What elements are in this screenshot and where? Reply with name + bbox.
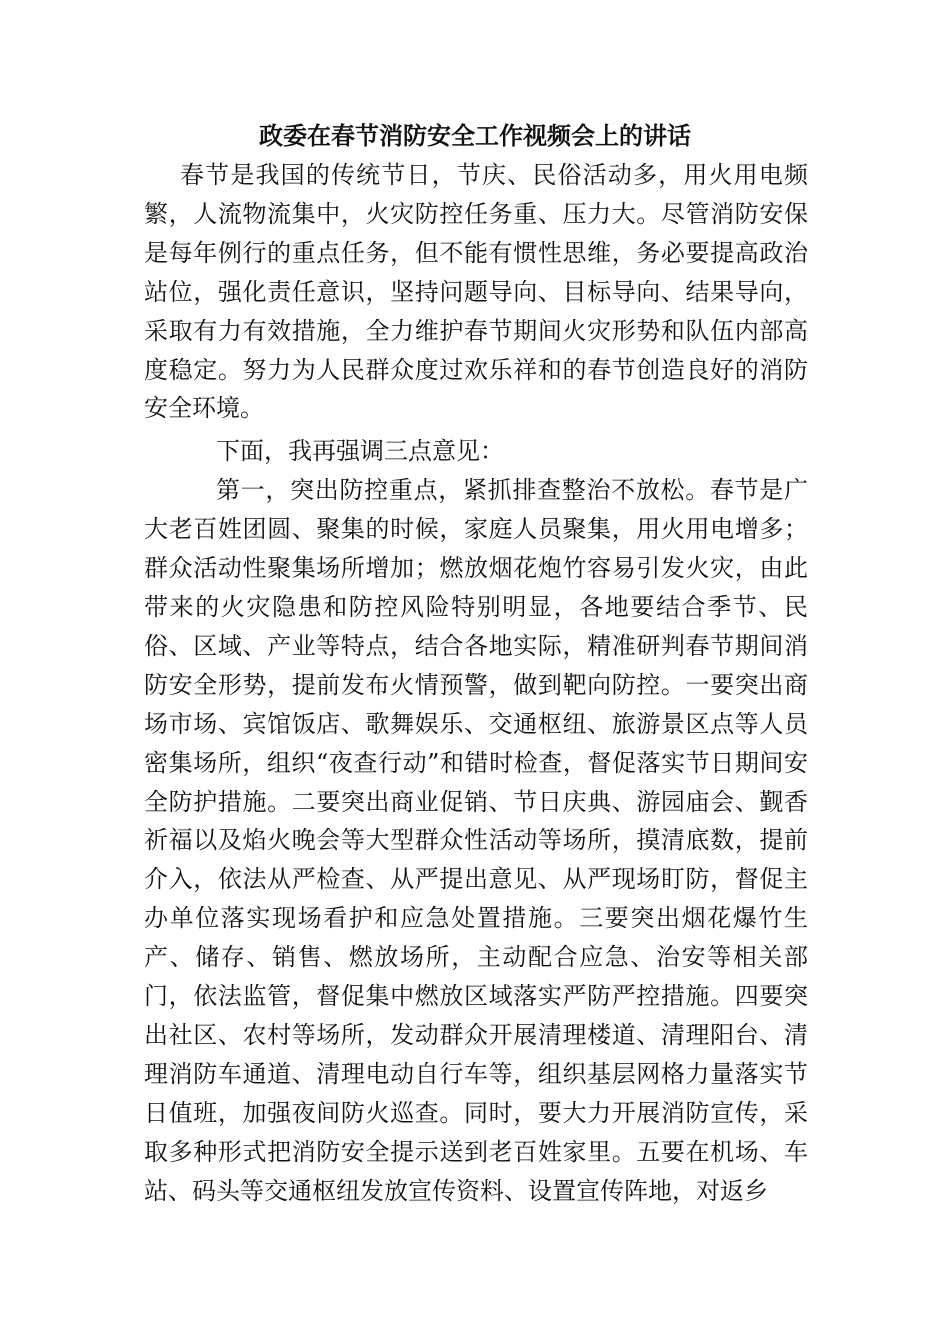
paragraph-intro: 春节是我国的传统节日，节庆、民俗活动多，用火用电频繁，人流物流集中，火灾防控任务重、压力大。尽管消防安保是每年例行的重点任务，但不能有惯性思维，务必要提高政治站位，强化责任意识，坚持问题导向、目标导向、结果导向，采取有力有效措施，全力维护春节期间火灾形势和队伍内部高度稳定。努力为人民群众度过欢乐祥和的春节创造良好的消防安全环境。: [144, 161, 808, 423]
paragraph-transition: 下面，我再强调三点意见：: [216, 437, 504, 466]
document-title: 政委在春节消防安全工作视频会上的讲话: [259, 121, 691, 150]
document-body: [144, 156, 808, 1210]
paragraph-point-one: 第一，突出防控重点，紧抓排查整治不放松。春节是广大老百姓团圆、聚集的时候，家庭人员聚集，用火用电增多；群众活动性聚集场所增加；燃放烟花炮竹容易引发火灾，由此带来的火灾隐患和防控风险特别明显，各地要结合季节、民俗、区域、产业等特点，结合各地实际，精准研判春节期间消防安全形势，提前发布火情预警，做到靶向防控。一要突出商场市场、宾馆饭店、歌舞娱乐、交通枢纽、旅游景区点等人员密集场所，组织“夜查行动”和错时检查，督促落实节日期间安全防护措施。二要突出商业促销、节日庆典、游园庙会、觐香祈福以及焰火晚会等大型群众性活动等场所，摸清底数，提前介入，依法从严检查、从严提出意见、从严现场盯防，督促主办单位落实现场看护和应急处置措施。三要突出烟花爆竹生产、储存、销售、燃放场所，主动配合应急、治安等相关部门，依法监管，督促集中燃放区域落实严防严控措施。四要突出社区、农村等场所，发动群众开展清理楼道、清理阳台、清理消防车通道、清理电动自行车等，组织基层网格力量落实节日值班，加强夜间防火巡查。同时，要大力开展消防宣传，采取多种形式把消防安全提示送到老百姓家里。五要在机场、车站、码头等交通枢纽发放宣传资料、设置宣传阵地，对返乡: [144, 476, 808, 1205]
